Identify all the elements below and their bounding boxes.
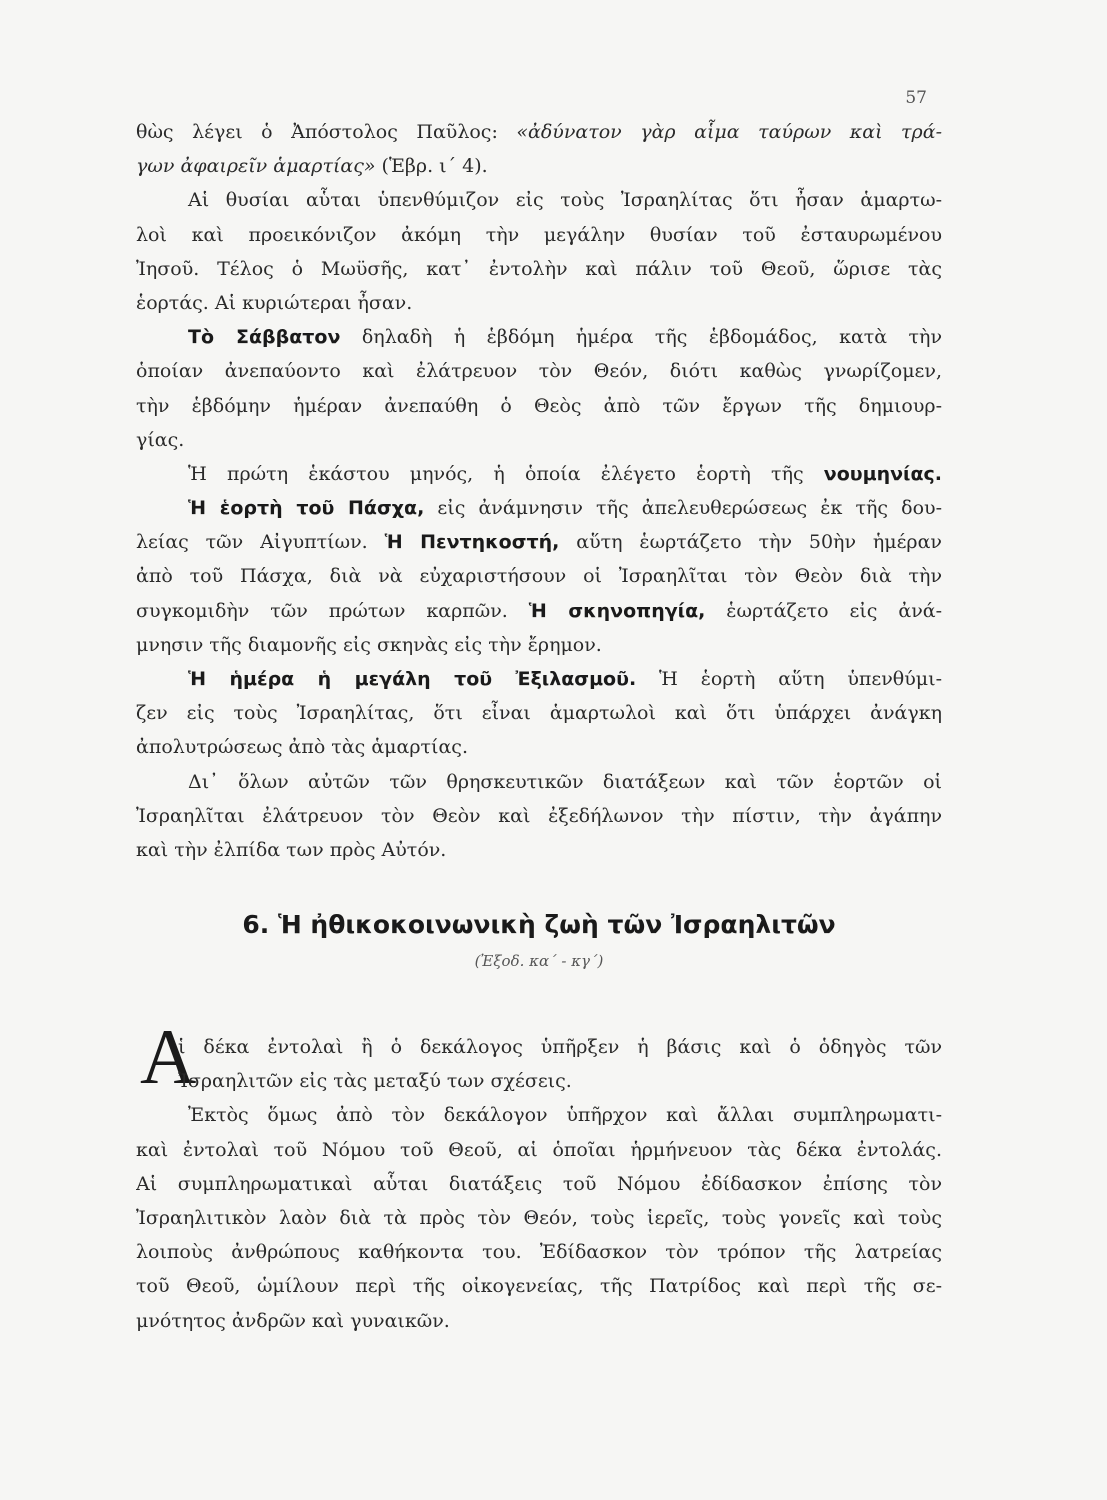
text-line: γίας. xyxy=(136,428,185,451)
text-line: ἑορτάς. Αἱ κυριώτεραι ἦσαν. xyxy=(136,291,413,314)
section-body-top xyxy=(136,115,942,867)
text-line: Ἰσραηλῖται ἐλάτρευον τὸν Θεὸν καὶ ἐξεδήλωνον τὴν πίστιν, τὴν ἀγάπην xyxy=(136,804,942,827)
text-line: Αἱ θυσίαι αὗται ὑπενθύμιζον εἰς τοὺς Ἰσραηλίτας ὅτι ἦσαν ἁμαρτω- xyxy=(188,189,942,212)
text-line: ἀπὸ τοῦ Πάσχα, διὰ νὰ εὐχαριστήσουν οἱ Ἰσραηλῖται τὸν Θεὸν διὰ τὴν xyxy=(136,565,942,588)
section-body-bottom xyxy=(136,1030,942,1338)
section-heading: 6. Ἡ ἠθικοκοινωνικὴ ζωὴ τῶν Ἰσραηλιτῶν xyxy=(242,910,836,939)
text-line: τὴν ἑβδόμην ἡμέραν ἀνεπαύθη ὁ Θεὸς ἀπὸ τῶν ἔργων τῆς δημιουρ- xyxy=(136,394,942,417)
text-line: Αἱ συμπληρωματικαὶ αὗται διατάξεις τοῦ Νόμου ἐδίδασκον ἐπίσης τὸν xyxy=(136,1172,942,1195)
text-line: λείας τῶν Αἰγυπτίων. Ἡ Πεντηκοστή, αὕτη ἑωρτάζετο τὴν 50ὴν ἡμέραν xyxy=(136,531,942,554)
text-line: συγκομιδὴν τῶν πρώτων καρπῶν. Ἡ σκηνοπηγία, ἑωρτάζετο εἰς ἀνά- xyxy=(136,599,942,622)
text-line xyxy=(136,149,942,183)
text-line: ὁποίαν ἀνεπαύοντο καὶ ἐλάτρευον τὸν Θεόν, διότι καθὼς γνωρίζομεν, xyxy=(136,360,942,383)
text-line: Ἡ ἑορτὴ τοῦ Πάσχα, εἰς ἀνάμνησιν τῆς ἀπελευθερώσεως ἐκ τῆς δου- xyxy=(188,497,942,520)
quotation: «ἀδύνατον γὰρ αἷμα ταύρων καὶ τρά- xyxy=(516,121,942,143)
feast-term: Ἡ ἑορτὴ τοῦ Πάσχα, xyxy=(188,497,425,520)
text-line: καὶ τὴν ἐλπίδα των πρὸς Αὐτόν. xyxy=(136,838,447,861)
scripture-reference: (Ἐξοδ. κα΄ - κγ΄) xyxy=(474,952,604,970)
text-line: λοιποὺς ἀνθρώπους καθήκοντα του. Ἐδίδασκον τὸν τρόπον τῆς λατρείας xyxy=(136,1241,942,1264)
text-line: Τὸ Σάββατον δηλαδὴ ἡ ἑβδόμη ἡμέρα τῆς ἑβδομάδος, κατὰ τὴν xyxy=(188,326,942,349)
text-line: μνησιν τῆς διαμονῆς εἰς σκηνὰς εἰς τὴν ἔρημον. xyxy=(136,633,602,656)
text-line: ζεν εἰς τοὺς Ἰσραηλίτας, ὅτι εἶναι ἁμαρτωλοὶ καὶ ὅτι ὑπάρχει ἀνάγκη xyxy=(136,702,942,725)
feast-term: Ἡ σκηνοπηγία, xyxy=(528,599,706,622)
page-number: 57 xyxy=(905,88,927,108)
quotation: γων ἀφαιρεῖν ἁμαρτίας» xyxy=(136,155,376,178)
feast-term: Ἡ ἡμέρα ἡ μεγάλη τοῦ Ἐξιλασμοῦ. xyxy=(188,668,637,690)
text-line: Ἰσραηλιτικὸν λαὸν διὰ τὰ πρὸς τὸν Θεόν, τοὺς ἱερεῖς, τοὺς γονεῖς καὶ τοὺς xyxy=(136,1206,942,1229)
drop-cap: Α xyxy=(140,1013,197,1100)
text-line: Δι᾽ ὅλων αὐτῶν τῶν θρησκευτικῶν διατάξεων καὶ τῶν ἑορτῶν οἱ xyxy=(188,770,942,793)
text-line: Ἐκτὸς ὅμως ἀπὸ τὸν δεκάλογον ὑπῆρχον καὶ ἄλλαι συμπληρωματι- xyxy=(188,1104,942,1127)
text-line: Ἡ ἡμέρα ἡ μεγάλη τοῦ Ἐξιλασμοῦ. Ἡ ἑορτὴ αὕτη ὑπενθύμι- xyxy=(188,668,942,690)
text-line: Ἰησοῦ. Τέλος ὁ Μωϋσῆς, κατ᾽ ἐντολὴν καὶ πάλιν τοῦ Θεοῦ, ὥρισε τὰς xyxy=(136,257,942,280)
text-line: καὶ ἐντολαὶ τοῦ Νόμου τοῦ Θεοῦ, αἱ ὁποῖαι ἡρμήνευον τὰς δέκα ἐντολάς. xyxy=(136,1138,942,1161)
feast-term: Ἡ Πεντηκοστή, xyxy=(384,531,560,554)
text-line: ἀπολυτρώσεως ἀπὸ τὰς ἁμαρτίας. xyxy=(136,736,468,759)
text-line: Ἰσραηλιτῶν εἰς τὰς μεταξύ των σχέσεις. xyxy=(178,1070,572,1093)
feast-term: Τὸ Σάββατον xyxy=(188,326,341,349)
text-line: Ἡ πρώτη ἑκάστου μηνός, ἡ ὁποία ἐλέγετο ἑορτὴ τῆς νουμηνίας. xyxy=(188,462,942,485)
text-line: λοὶ καὶ προεικόνιζον ἀκόμη τὴν μεγάλην θυσίαν τοῦ ἐσταυρωμένου xyxy=(136,223,942,246)
text-line: ἱ δέκα ἐντολαὶ ἢ ὁ δεκάλογος ὑπῆρξεν ἡ βάσις καὶ ὁ ὁδηγὸς τῶν xyxy=(178,1036,942,1058)
scripture-reference: (Ἑβρ. ι΄ 4). xyxy=(375,155,488,178)
text-line: τοῦ Θεοῦ, ὡμίλουν περὶ τῆς οἰκογενείας, τῆς Πατρίδος καὶ περὶ τῆς σε- xyxy=(136,1275,942,1298)
text-line: μνότητος ἀνδρῶν καὶ γυναικῶν. xyxy=(136,1309,450,1332)
feast-term: νουμηνίας. xyxy=(823,462,942,485)
text-line: θὼς λέγει ὁ Ἀπόστολος Παῦλος: «ἀδύνατον γὰρ αἷμα ταύρων καὶ τρά- xyxy=(136,121,942,143)
